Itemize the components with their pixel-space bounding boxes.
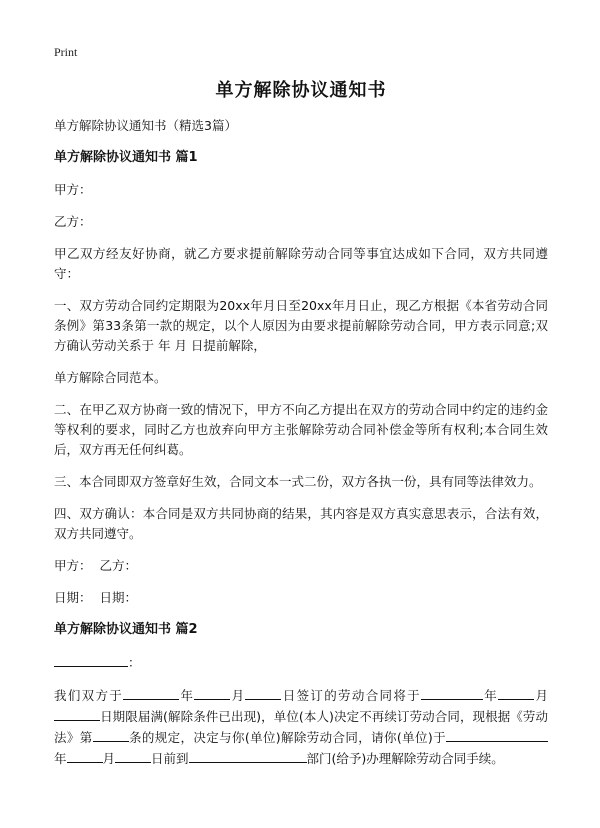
blank-recipient — [446, 727, 502, 742]
blank-article-number — [93, 727, 129, 742]
blank-expire-year — [421, 685, 483, 700]
party-a-line: 甲方： — [54, 182, 92, 197]
addressee-blank — [54, 652, 128, 667]
addressee-suffix: ： — [128, 655, 141, 670]
notice-text-6: 月 — [534, 688, 548, 703]
intro-paragraph: 甲乙双方经友好协商，就乙方要求提前解除劳动合同等事宜达成如下合同，双方共同遵守： — [54, 246, 548, 281]
blank-sign-month — [194, 685, 230, 700]
notice-text-1: 我们双方于 — [54, 688, 124, 703]
date-line: 日期： 日期： — [54, 590, 137, 605]
party-b-line: 乙方： — [54, 214, 92, 229]
section-2-heading: 单方解除协议通知书 篇2 — [54, 622, 198, 637]
notice-text-7: 日期限届满(解除条件已出现)，单位(本人)决定不再续订劳动合同，现根据《劳动法》第 — [54, 709, 548, 745]
blank-expire-month — [498, 685, 534, 700]
signature-line: 甲方： 乙方： — [54, 558, 137, 573]
blank-deadline-month — [67, 748, 103, 763]
clause-2-paragraph: 二、在甲乙双方协商一致的情况下，甲方不向乙方提出在双方的劳动合同中约定的违约金等权利的要求，同时乙方也放弃向甲方主张解除劳动合同补偿金等所有权利;本合同生效后，双方再无任何纠葛。 — [54, 402, 548, 457]
addressee-line — [54, 652, 548, 673]
blank-department — [189, 748, 307, 763]
notice-text-3: 月 — [230, 688, 246, 703]
blank-deadline-year — [502, 727, 548, 742]
termination-notice-paragraph — [54, 685, 548, 769]
notice-text-8: 条的规定，决定与你(单位)解除劳动合同，请你(单位)于 — [128, 730, 446, 745]
print-label: Print — [54, 45, 78, 59]
blank-sign-day — [245, 685, 281, 700]
document-title: 单方解除协议通知书 — [215, 80, 387, 101]
clause-4-paragraph: 四、双方确认：本合同是双方共同协商的结果，其内容是双方真实意思表示，合法有效，双方共同遵守。 — [54, 506, 548, 541]
notice-text-4: 日签订的劳动合同将于 — [281, 688, 421, 703]
clause-3-paragraph: 三、本合同即双方签章好生效，合同文本一式二份，双方各执一份，具有同等法律效力。 — [54, 474, 542, 489]
notice-text-5: 年 — [482, 688, 499, 703]
section-1-heading: 单方解除协议通知书 篇1 — [54, 150, 198, 165]
notice-text-10: 月 — [102, 751, 116, 766]
document-subtitle: 单方解除协议通知书（精选3篇） — [54, 118, 237, 133]
blank-deadline-day — [115, 748, 151, 763]
notice-text-9: 年 — [54, 751, 67, 766]
notice-text-12: 部门(给予)办理解除劳动合同手续。 — [306, 751, 504, 766]
clause-1-paragraph: 一、双方劳动合同约定期限为20xx年月日至20xx年月日止，现乙方根据《本省劳动合同条例》第33条第一款的规定，以个人原因为由要求提前解除劳动合同，甲方表示同意;双方确认劳动关系于 年 月 日提前解除， — [54, 298, 548, 353]
blank-expire-day — [54, 706, 100, 721]
blank-sign-year — [123, 685, 179, 700]
notice-text-2: 年 — [179, 688, 195, 703]
sample-line: 单方解除合同范本。 — [54, 370, 167, 385]
notice-text-11: 日前到 — [151, 751, 189, 766]
